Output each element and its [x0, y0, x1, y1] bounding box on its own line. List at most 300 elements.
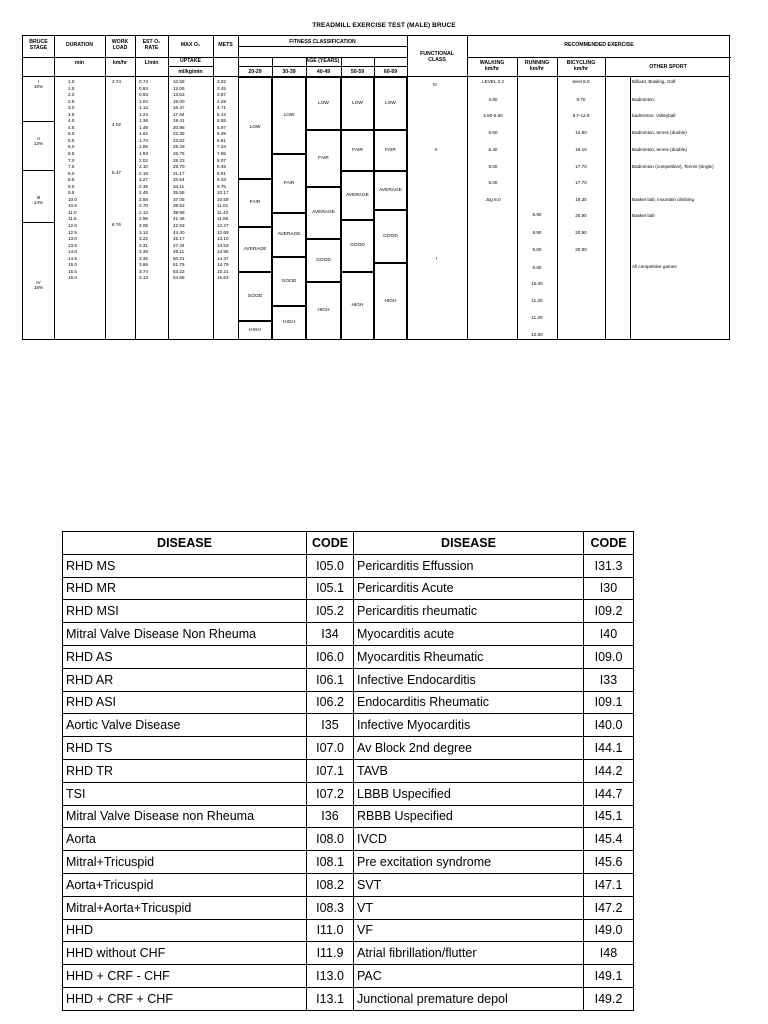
- fitness-label: GOOD: [247, 293, 263, 299]
- disease-name-cell: Aortic Valve Disease: [63, 714, 307, 737]
- duration-value: 12.0: [68, 223, 77, 229]
- table-row: [63, 919, 634, 942]
- duration-value: 9.5: [68, 190, 75, 196]
- work-load-2: 4.02: [112, 122, 121, 127]
- running-value: 10.40: [531, 281, 543, 286]
- fitness-label: HIGH: [384, 298, 397, 304]
- fitness-label: AVERAGE: [346, 192, 369, 198]
- walking-value: LEVEL 3.2: [482, 79, 504, 84]
- fitness-label: HIGH: [249, 327, 261, 333]
- disease-code-cell: I05.0: [307, 554, 354, 577]
- max-o2-value: 29.70: [173, 164, 185, 170]
- est-o2-value: 1.62: [139, 131, 148, 137]
- code-header: CODE: [307, 532, 354, 555]
- max-o2-value: 38.52: [173, 203, 185, 209]
- treadmill-title: TREADMILL EXERCISE TEST (MALE) BRUCE: [312, 22, 456, 29]
- recommended-header: RECOMMENDED EXERCISE: [564, 42, 634, 48]
- disease-name-cell: Myocarditis Rheumatic: [354, 645, 584, 668]
- other-sport-value: Basket ball: [632, 213, 655, 218]
- stage-II: II 12%: [33, 136, 44, 146]
- table-row: [63, 737, 634, 760]
- est-o2-value: 2.27: [139, 177, 148, 183]
- duration-value: 16.0: [68, 275, 77, 281]
- disease-code-cell: I40: [584, 623, 634, 646]
- est-o2-value: 2.45: [139, 190, 148, 196]
- bicycling-value: 20.90: [575, 247, 587, 252]
- disease-name-cell: HHD without CHF: [63, 942, 307, 965]
- table-row: [63, 645, 634, 668]
- treadmill-body: [22, 77, 730, 340]
- stage-I: I 10%: [33, 79, 44, 89]
- disease-name-cell: Infective Myocarditis: [354, 714, 584, 737]
- disease-code-cell: I05.1: [307, 577, 354, 600]
- disease-code-cell: I06.1: [307, 668, 354, 691]
- disease-name-cell: HHD + CRF + CHF: [63, 987, 307, 1010]
- disease-code-cell: I09.0: [584, 645, 634, 668]
- table-row: [63, 714, 634, 737]
- fitness-label: HIGH: [351, 303, 364, 308]
- mets-value: 13.95: [217, 249, 229, 255]
- disease-code-cell: I33: [584, 668, 634, 691]
- max-o2-value: 23.82: [173, 137, 185, 143]
- duration-value: 3.0: [68, 105, 75, 111]
- fitness-label: LOW: [352, 100, 363, 106]
- code-header: CODE: [584, 532, 634, 555]
- max-o2-value: 10.59: [173, 79, 185, 84]
- max-o2-value: 22.35: [173, 131, 185, 137]
- disease-code-cell: I44.1: [584, 737, 634, 760]
- est-o2-value: 2.13: [139, 209, 148, 215]
- max-o2-value: 44.40: [173, 229, 185, 235]
- fitness-label: GOOD: [316, 257, 331, 263]
- disease-code-cell: I47.2: [584, 896, 634, 919]
- table-row: [63, 623, 634, 646]
- max-o2-value: 32.64: [173, 177, 185, 183]
- max-o2-value: 45.17: [173, 236, 185, 242]
- mets-value: 6.39: [217, 131, 226, 137]
- disease-code-cell: I11.0: [307, 919, 354, 942]
- est-o2-value: 3.14: [139, 229, 148, 235]
- duration-value: 3.5: [68, 111, 75, 117]
- disease-table-body: [63, 554, 634, 1010]
- disease-name-cell: Pericarditis Effussion: [354, 554, 584, 577]
- disease-name-cell: Aorta+Tricuspid: [63, 873, 307, 896]
- est-o2-value: 1.74: [139, 137, 148, 143]
- max-o2-value: 37.05: [173, 196, 185, 202]
- duration-value: 7.5: [68, 164, 75, 170]
- functional-class-II: II: [435, 147, 438, 152]
- disease-code-cell: I09.2: [584, 600, 634, 623]
- table-row: [63, 851, 634, 874]
- disease-name-cell: RHD MSI: [63, 600, 307, 623]
- work-load-4: 6.76: [112, 222, 121, 227]
- disease-name-cell: PAC: [354, 965, 584, 988]
- disease-name-cell: Pericarditis rheumatic: [354, 600, 584, 623]
- est-o2-value: 1.93: [139, 151, 148, 157]
- table-row: [63, 782, 634, 805]
- other-sport-value: Billiard, Bowling, Golf: [632, 79, 676, 84]
- duration-value: 1.0: [68, 79, 75, 84]
- mets-value: 11.43: [217, 209, 229, 215]
- mets-value: 8.07: [217, 157, 226, 163]
- disease-name-cell: RHD ASI: [63, 691, 307, 714]
- disease-code-cell: I08.1: [307, 851, 354, 874]
- age-20-29: 20-29: [248, 69, 262, 75]
- other-sport-value: Basket ball, mountain climbing: [632, 197, 695, 202]
- est-o2-value: 1.24: [139, 111, 148, 117]
- max-o2-value: 41.46: [173, 216, 185, 222]
- table-row: [63, 668, 634, 691]
- duration-value: 13.5: [68, 242, 77, 248]
- fitness-label: HIGH: [283, 320, 295, 325]
- max-o2-value: 35.58: [173, 190, 185, 196]
- duration-value: 15.0: [68, 262, 77, 268]
- duration-value: 10.0: [68, 196, 77, 202]
- fitness-label: FAIR: [283, 180, 295, 186]
- walking-value: 8.00: [488, 164, 498, 169]
- est-o2-value: 3.13: [139, 275, 148, 281]
- disease-name-cell: VT: [354, 896, 584, 919]
- disease-code-cell: I08.3: [307, 896, 354, 919]
- disease-name-cell: Infective Endocarditis: [354, 668, 584, 691]
- est-o2-value: 2.96: [139, 216, 148, 222]
- bicycling-value: 16.10: [575, 147, 587, 152]
- duration-column: [68, 79, 77, 282]
- mets-value: 11.86: [217, 216, 229, 222]
- est-o2-value: 3.39: [139, 249, 148, 255]
- walking-value: 4.80: [488, 97, 498, 102]
- other-sport-value: Badminton, tennis (double): [632, 130, 687, 135]
- max-o2-column: [173, 79, 185, 282]
- est-o2-column: [139, 79, 148, 282]
- disease-code-cell: I47.1: [584, 873, 634, 896]
- max-o2-value: 47.34: [173, 242, 185, 248]
- duration-value: 11.5: [68, 216, 77, 222]
- table-row: [63, 554, 634, 577]
- max-o2-value: 54.69: [173, 275, 185, 281]
- duration-value: 7.0: [68, 157, 75, 163]
- age-60-69: 60-69: [383, 69, 398, 75]
- other-sport-value: Badminton,: [632, 97, 656, 102]
- table-row: [63, 805, 634, 828]
- table-row: [63, 873, 634, 896]
- disease-code-cell: I49.1: [584, 965, 634, 988]
- age-40-49: 40-49: [316, 69, 331, 75]
- walking-value: 5.60: [488, 130, 498, 135]
- disease-code-cell: I13.1: [307, 987, 354, 1010]
- disease-name-cell: Av Block 2nd degree: [354, 737, 584, 760]
- running-value: 8.90: [532, 212, 542, 217]
- table-row: [63, 828, 634, 851]
- max-o2-unit: ml/kg/min: [178, 69, 203, 75]
- max-o2-header: MAX O₂: [180, 42, 201, 48]
- duration-value: 15.5: [68, 268, 77, 274]
- disease-code-cell: I07.2: [307, 782, 354, 805]
- disease-code-cell: I40.0: [584, 714, 634, 737]
- disease-code-cell: I11.9: [307, 942, 354, 965]
- disease-code-cell: I08.2: [307, 873, 354, 896]
- work-load-3: 5.47: [112, 170, 121, 175]
- table-row: [63, 942, 634, 965]
- disease-code-cell: I36: [307, 805, 354, 828]
- mets-value: 3.02: [217, 79, 226, 84]
- disease-name-cell: RBBB Uspecified: [354, 805, 584, 828]
- mets-value: 5.13: [217, 111, 226, 117]
- age-header: AGE (YEARS): [305, 58, 340, 64]
- duration-value: 11.0: [68, 209, 77, 215]
- functional-class-III: III: [433, 82, 437, 87]
- disease-name-cell: Pre excitation syndrome: [354, 851, 584, 874]
- max-o2-value: 13.53: [173, 92, 185, 98]
- disease-name-cell: Mitral Valve Disease non Rheuma: [63, 805, 307, 828]
- max-o2-value: 39.99: [173, 209, 185, 215]
- duration-value: 2.0: [68, 92, 75, 98]
- duration-value: 4.0: [68, 118, 75, 124]
- max-o2-sub: UPTAKE: [180, 58, 201, 64]
- mets-column: [217, 79, 229, 282]
- disease-code-cell: I49.2: [584, 987, 634, 1010]
- running-value: 11.20: [531, 315, 543, 320]
- disease-code-cell: I05.2: [307, 600, 354, 623]
- running-value: 12.80: [531, 332, 543, 337]
- est-o2-value: 0.74: [139, 79, 148, 84]
- walking-value: 4.50-5.60: [483, 113, 503, 118]
- fitness-label: FAIR: [352, 147, 363, 153]
- work-load-header: WORK LOAD: [111, 39, 129, 51]
- max-o2-value: 42.93: [173, 223, 185, 229]
- bicycling-value: 20.90: [575, 213, 587, 218]
- mets-value: 14.37: [217, 255, 229, 261]
- disease-name-cell: RHD MS: [63, 554, 307, 577]
- disease-code-cell: I13.0: [307, 965, 354, 988]
- disease-name-cell: TSI: [63, 782, 307, 805]
- fitness-label: LOW: [318, 100, 329, 106]
- duration-unit: min: [74, 60, 85, 66]
- fitness-label: AVERAGE: [243, 246, 267, 252]
- max-o2-value: 34.11: [173, 183, 185, 189]
- mets-value: 7.23: [217, 144, 226, 150]
- fitness-label: LOW: [385, 100, 396, 106]
- est-o2-value: 1.13: [139, 105, 148, 111]
- mets-value: 13.10: [217, 236, 229, 242]
- bicycling-value: 20.90: [575, 230, 587, 235]
- bicycling-header: BICYCLING km/hr: [566, 60, 596, 72]
- disease-code-cell: I45.6: [584, 851, 634, 874]
- est-o2-header: EST O₂ RATE: [142, 39, 161, 51]
- fitness-label: AVERAGE: [277, 232, 301, 237]
- est-o2-value: 1.04: [139, 98, 148, 104]
- duration-value: 14.0: [68, 249, 77, 255]
- disease-name-cell: Myocarditis acute: [354, 623, 584, 646]
- est-o2-value: 3.66: [139, 262, 148, 268]
- est-o2-value: 1.36: [139, 118, 148, 124]
- bicycling-value: level 8.0: [572, 79, 590, 84]
- disease-code-table: [62, 531, 634, 1011]
- max-o2-value: 26.76: [173, 151, 185, 157]
- table-row: [63, 600, 634, 623]
- other-sport-value: badminton, Volleyball: [632, 113, 676, 118]
- running-value: 11.20: [531, 298, 543, 303]
- duration-header: DURATION: [66, 42, 93, 48]
- disease-code-cell: I07.1: [307, 759, 354, 782]
- disease-code-cell: I45.1: [584, 805, 634, 828]
- est-o2-value: 1.49: [139, 124, 148, 130]
- fitness-label: HIGH: [317, 308, 330, 313]
- disease-name-cell: Mitral+Tricuspid: [63, 851, 307, 874]
- est-o2-value: 1.85: [139, 144, 148, 150]
- disease-name-cell: VF: [354, 919, 584, 942]
- disease-name-cell: Junctional premature depol: [354, 987, 584, 1010]
- disease-code-cell: I35: [307, 714, 354, 737]
- disease-code-cell: I06.0: [307, 645, 354, 668]
- disease-name-cell: SVT: [354, 873, 584, 896]
- mets-value: 11.01: [217, 203, 229, 209]
- running-header: RUNNING km/hr: [524, 60, 550, 72]
- table-row: [63, 759, 634, 782]
- mets-value: 12.69: [217, 229, 229, 235]
- est-o2-value: 0.93: [139, 92, 148, 98]
- mets-value: 14.79: [217, 262, 229, 268]
- est-o2-value: 2.02: [139, 157, 148, 163]
- walking-value: 6.40: [488, 147, 498, 152]
- disease-code-cell: I44.2: [584, 759, 634, 782]
- mets-value: 6.81: [217, 137, 226, 143]
- disease-name-cell: RHD MR: [63, 577, 307, 600]
- duration-value: 6.5: [68, 151, 75, 157]
- other-sport-header: OTHER SPORT: [649, 64, 687, 70]
- mets-value: 15.63: [217, 275, 229, 281]
- disease-name-cell: Atrial fibrillation/flutter: [354, 942, 584, 965]
- mets-header: METS: [218, 42, 233, 48]
- est-o2-value: 2.70: [139, 203, 148, 209]
- work-load-unit: km/hr: [112, 60, 128, 66]
- bicycling-value: 12.90: [575, 130, 587, 135]
- disease-header: DISEASE: [354, 532, 584, 555]
- running-value: 8.90: [532, 230, 542, 235]
- mets-value: 10.59: [217, 196, 229, 202]
- mets-value: 5.97: [217, 124, 226, 130]
- fitness-label: FAIR: [318, 155, 329, 161]
- max-o2-value: 12.06: [173, 85, 185, 91]
- stage-IV: IV 16%: [33, 280, 44, 290]
- fitness-label: GOOD: [281, 278, 297, 284]
- bicycling-value: 9.70: [576, 97, 586, 102]
- disease-name-cell: RHD TS: [63, 737, 307, 760]
- max-o2-value: 16.47: [173, 105, 185, 111]
- mets-value: 8.91: [217, 170, 226, 176]
- est-o2-value: 3.74: [139, 268, 148, 274]
- fitness-label: LOW: [283, 112, 295, 118]
- disease-code-cell: I06.2: [307, 691, 354, 714]
- est-o2-unit: L/min: [144, 60, 159, 66]
- fitness-label: FAIR: [249, 200, 261, 205]
- stage-III: III 14%: [33, 195, 44, 205]
- disease-name-cell: Mitral Valve Disease Non Rheuma: [63, 623, 307, 646]
- disease-code-cell: I30: [584, 577, 634, 600]
- mets-value: 9.33: [217, 177, 226, 183]
- fitness-label: AVERAGE: [379, 187, 402, 193]
- est-o2-value: 0.84: [139, 85, 148, 91]
- bicycling-value: 17.70: [575, 180, 587, 185]
- max-o2-value: 25.29: [173, 144, 185, 150]
- bruce-stage-header: BRUCE STAGE: [29, 39, 48, 51]
- max-o2-value: 51.75: [173, 262, 185, 268]
- disease-name-cell: Mitral+Aorta+Tricuspid: [63, 896, 307, 919]
- disease-code-cell: I34: [307, 623, 354, 646]
- table-row: [63, 691, 634, 714]
- duration-value: 10.5: [68, 203, 77, 209]
- mets-value: 15.21: [217, 268, 229, 274]
- max-o2-value: 20.88: [173, 124, 185, 130]
- duration-value: 4.5: [68, 124, 75, 130]
- bicycling-value: 9.7-12.9: [572, 113, 590, 118]
- age-50-59: 50-59: [350, 69, 365, 75]
- walking-header: WALKING km/hr: [479, 60, 505, 72]
- mets-value: 8.49: [217, 164, 226, 170]
- bicycling-value: 17.70: [575, 164, 587, 169]
- disease-code-cell: I45.4: [584, 828, 634, 851]
- est-o2-value: 3.36: [139, 255, 148, 261]
- duration-value: 12.5: [68, 229, 77, 235]
- disease-code-cell: I31.3: [584, 554, 634, 577]
- max-o2-value: 15.00: [173, 98, 185, 104]
- fitness-label: GOOD: [383, 233, 398, 239]
- max-o2-value: 53.22: [173, 268, 185, 274]
- mets-value: 3.45: [217, 85, 226, 91]
- max-o2-value: 19.41: [173, 118, 185, 124]
- duration-value: 8.0: [68, 170, 75, 176]
- table-row: [63, 965, 634, 988]
- disease-name-cell: LBBB Uspecified: [354, 782, 584, 805]
- duration-value: 5.0: [68, 131, 75, 137]
- duration-value: 13.0: [68, 236, 77, 242]
- duration-value: 6.0: [68, 144, 75, 150]
- other-sport-value: Badminton, tennis (double): [632, 147, 687, 152]
- est-o2-value: 3.22: [139, 236, 148, 242]
- max-o2-value: 48.11: [173, 249, 185, 255]
- disease-name-cell: HHD: [63, 919, 307, 942]
- age-30-39: 30-39: [282, 69, 296, 75]
- disease-name-cell: RHD AS: [63, 645, 307, 668]
- fitness-label: AVERAGE: [312, 210, 335, 215]
- running-value: 9.60: [532, 247, 542, 252]
- functional-class-I: I: [436, 256, 438, 261]
- walking-value: Jog 8.0: [485, 197, 501, 202]
- duration-value: 5.5: [68, 137, 75, 143]
- disease-code-cell: I07.0: [307, 737, 354, 760]
- disease-name-cell: Aorta: [63, 828, 307, 851]
- duration-value: 14.5: [68, 255, 77, 261]
- duration-value: 9.0: [68, 183, 75, 189]
- max-o2-value: 28.23: [173, 157, 185, 163]
- max-o2-value: 31.17: [173, 170, 185, 176]
- bicycling-value: 19.30: [575, 197, 587, 202]
- disease-name-cell: RHD TR: [63, 759, 307, 782]
- disease-name-cell: Pericarditis Acute: [354, 577, 584, 600]
- walking-value: 5.00: [488, 180, 498, 185]
- table-row: [63, 896, 634, 919]
- mets-value: 3.87: [217, 92, 226, 98]
- duration-value: 2.5: [68, 98, 75, 104]
- disease-code-cell: I08.0: [307, 828, 354, 851]
- mets-value: 13.53: [217, 242, 229, 248]
- est-o2-value: 3.05: [139, 223, 148, 229]
- disease-name-cell: Endocarditis Rheumatic: [354, 691, 584, 714]
- disease-header: DISEASE: [63, 532, 307, 555]
- disease-name-cell: RHD AR: [63, 668, 307, 691]
- max-o2-value: 17.94: [173, 111, 185, 117]
- disease-name-cell: HHD + CRF - CHF: [63, 965, 307, 988]
